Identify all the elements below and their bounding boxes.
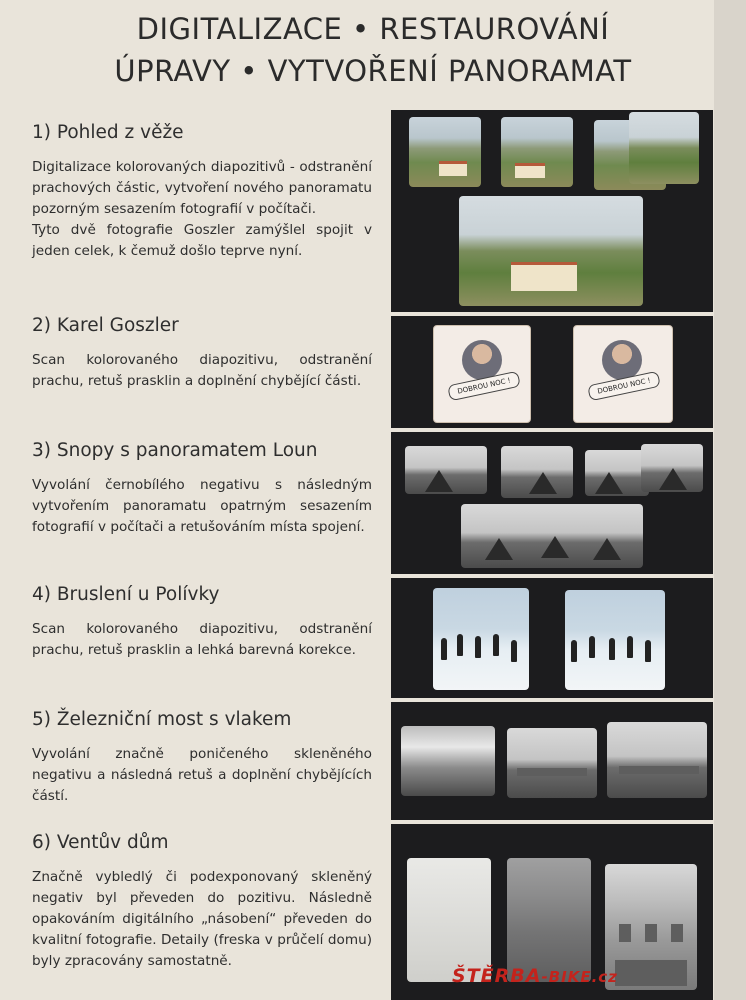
photo-negative — [405, 446, 487, 494]
photo-plate — [407, 858, 491, 982]
photo-negative — [641, 444, 703, 492]
photo-skating-restored — [565, 590, 665, 690]
photo-bridge-restored — [607, 722, 707, 798]
section-heading: 3) Snopy s panoramatem Loun — [32, 440, 318, 461]
photo-negative — [585, 450, 649, 496]
section-ventuv-dum — [32, 832, 372, 972]
photo-panel-1 — [391, 110, 713, 312]
section-text-2: Tyto dvě fotografie Goszler zamýšlel spojit v jeden celek, k čemuž došlo teprve nyní. — [32, 222, 372, 259]
poster-title-line-2: ÚPRAVY • VYTVOŘENÍ PANORAMAT — [114, 54, 632, 88]
photo-negative — [501, 446, 573, 498]
photo-slide — [501, 117, 573, 187]
section-snopy — [32, 440, 372, 538]
photo-panel-5 — [391, 702, 713, 820]
section-text: Značně vybledlý či podexponovaný skleněný negativ byl převeden do pozitivu. Následně opakováním digitálního „násobení“ převeden do kvalitní fotografie. Detaily (freska v průčelí domu) byly zpracovány samostatně. — [32, 869, 372, 969]
section-text: Scan kolorovaného diapozitivu, odstranění prachu, retuš prasklin a lehká barevná korekce. — [32, 621, 372, 658]
photo-negative — [401, 726, 495, 796]
photo-panel-3 — [391, 432, 713, 574]
photo-slide — [629, 112, 699, 184]
section-karel-goszler — [32, 315, 372, 392]
photo-portrait-restored — [573, 325, 673, 423]
photo-plate-positive — [507, 858, 591, 982]
photo-bridge-positive — [507, 728, 597, 798]
photo-skating-original — [433, 588, 529, 690]
section-brusleni — [32, 584, 372, 661]
section-heading: 4) Bruslení u Polívky — [32, 584, 220, 605]
section-text: Vyvolání černobílého negativu s následným vytvořením panoramatu opatrným sesazením fotografií v počítači a retušováním místa spojení. — [32, 477, 372, 535]
photo-portrait-original — [433, 325, 531, 423]
photo-panel-4 — [391, 578, 713, 698]
section-heading: 5) Železniční most s vlakem — [32, 709, 292, 730]
section-heading: 1) Pohled z věže — [32, 122, 184, 143]
watermark-rest: -BIKE.cz — [541, 968, 618, 986]
photo-house-restored — [605, 864, 697, 990]
watermark-main: ŠTĚRBA — [452, 965, 542, 987]
section-text: Scan kolorovaného diapozitivu, odstranění prachu, retuš prasklin a doplnění chybějící části. — [32, 352, 372, 389]
section-zeleznicni-most — [32, 709, 372, 807]
section-pohled-z-veze — [32, 122, 372, 262]
poster-title-line-1: DIGITALIZACE • RESTAUROVÁNÍ — [136, 12, 610, 46]
photo-panorama — [461, 504, 643, 568]
photo-panel-2 — [391, 316, 713, 428]
portrait-caption: DOBROU NOC ! — [587, 371, 661, 402]
portrait-caption: DOBROU NOC ! — [447, 371, 521, 402]
section-text: Vyvolání značně poničeného skleněného negativu a následná retuš a doplnění chybějících částí. — [32, 746, 372, 804]
photo-panorama — [459, 196, 643, 306]
section-heading: 2) Karel Goszler — [32, 315, 179, 336]
section-heading: 6) Ventův dům — [32, 832, 169, 853]
section-text: Digitalizace kolorovaných diapozitivů - odstranění prachových částic, vytvoření nového panoramatu pozorným sesazením fotografií v počítači. — [32, 159, 372, 217]
watermark — [452, 965, 618, 987]
photo-slide — [409, 117, 481, 187]
